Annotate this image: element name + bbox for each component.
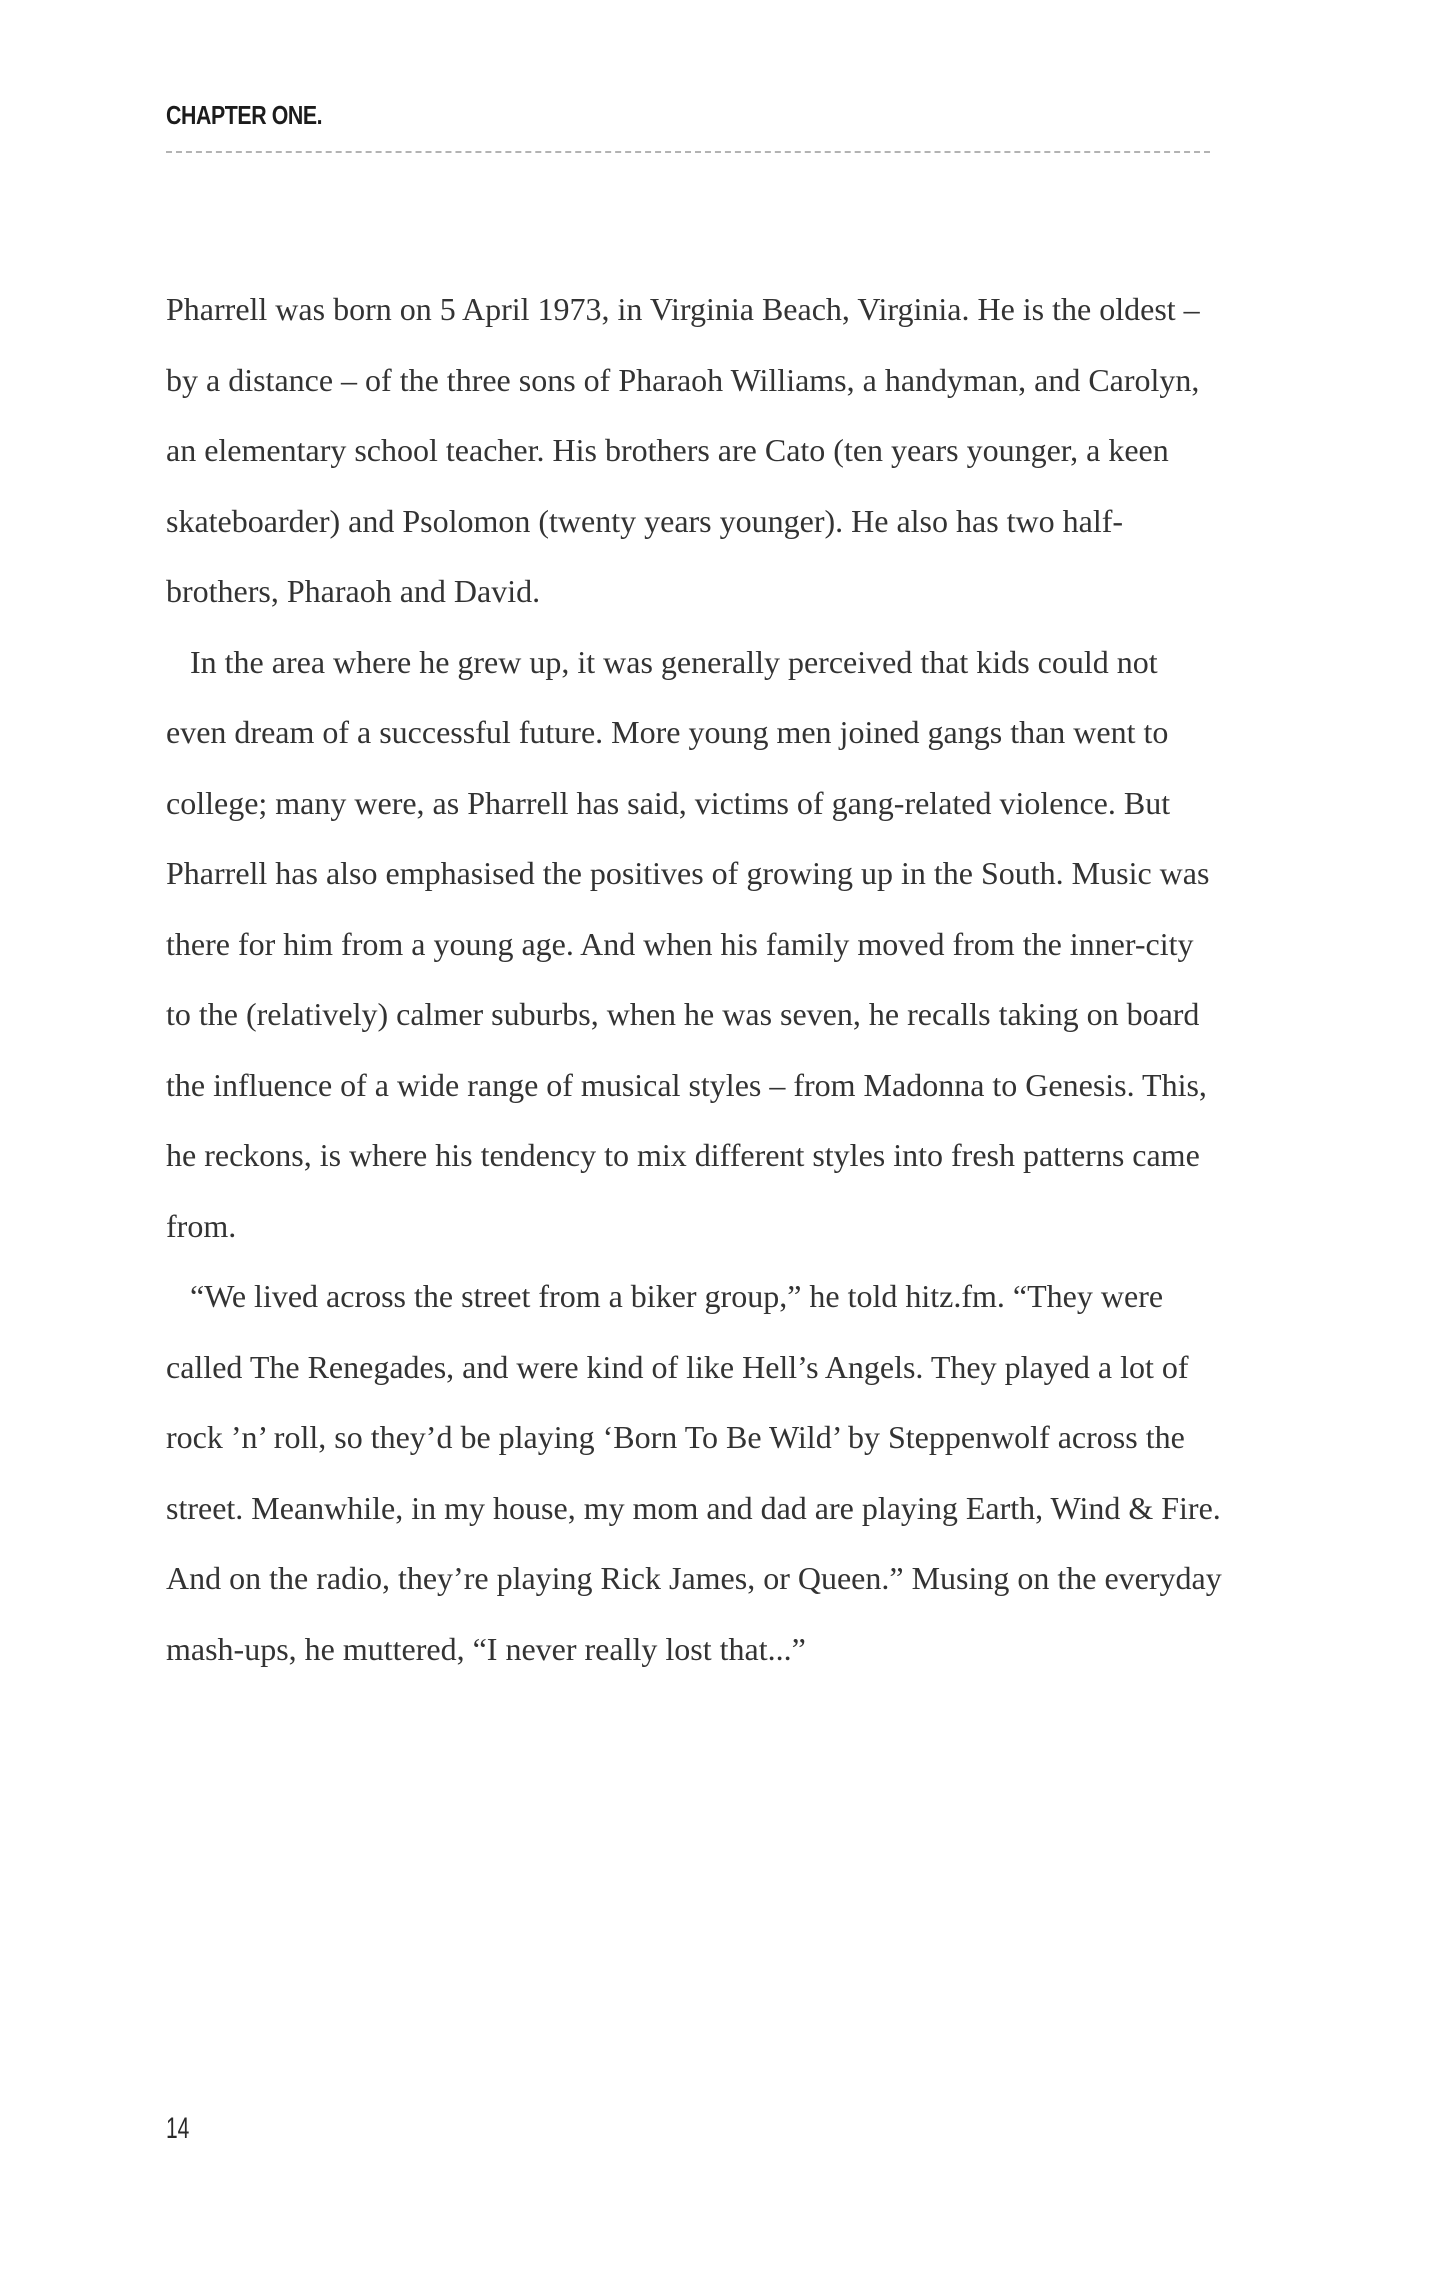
paragraph-3: “We lived across the street from a biker group,” he told hitz.fm. “They were called The Renegades, and were kind of like Hell’s Angels. They played a lot of rock ’n’ roll, so they’d be playing ‘Born To Be Wild’ by Steppenwolf across the street. Meanwhile, in my house, my mom and dad are playing Earth, Wind & Fire. And on the radio, they’re playing Rick James, or Queen.” Musing on the everyday mash-ups, he muttered, “I never really lost that...”: [166, 1278, 1222, 1667]
paragraph-2: In the area where he grew up, it was generally perceived that kids could not even dream of a successful future. More young men joined gangs than went to college; many were, as Pharrell has said, victims of gang-related violence. But Pharrell has also emphasised the positives of growing up in the South. Music was there for him from a young age. And when his family moved from the inner-city to the (relatively) calmer suburbs, when he was seven, he recalls taking on board the influence of a wide range of musical styles – from Madonna to Genesis. This, he reckons, is where his tendency to mix different styles into fresh patterns came from.: [166, 643, 1210, 1244]
page-number: 14: [166, 2112, 190, 2145]
chapter-heading: CHAPTER ONE.: [166, 100, 323, 130]
header-divider: [166, 151, 1210, 153]
body-text: [166, 274, 1226, 1684]
paragraph-1: Pharrell was born on 5 April 1973, in Virginia Beach, Virginia. He is the oldest – by a distance – of the three sons of Pharaoh Williams, a handyman, and Carolyn, an elementary school teacher. His brothers are Cato (ten years younger, a keen skateboarder) and Psolomon (twenty years younger). He also has two half-brothers, Pharaoh and David.: [166, 291, 1200, 609]
